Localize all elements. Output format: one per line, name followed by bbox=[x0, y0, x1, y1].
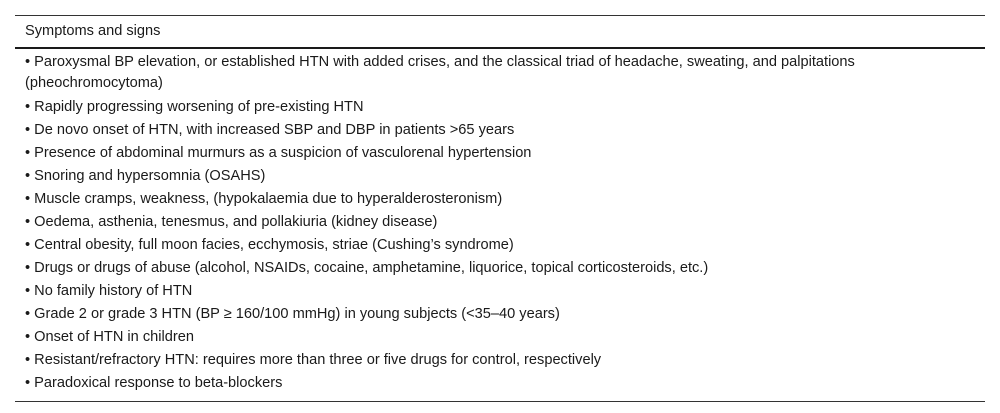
list-item: • Rapidly progressing worsening of pre-existing HTN bbox=[25, 99, 364, 115]
list-item: • Oedema, asthenia, tenesmus, and pollakiuria (kidney disease) bbox=[25, 214, 438, 230]
list-item: • Paradoxical response to beta-blockers bbox=[25, 375, 283, 391]
list-item: • Drugs or drugs of abuse (alcohol, NSAIDs, cocaine, amphetamine, liquorice, topical corticosteroids, etc.) bbox=[25, 260, 709, 276]
symptoms-table bbox=[15, 15, 985, 402]
list-item: • Grade 2 or grade 3 HTN (BP ≥ 160/100 mmHg) in young subjects (<35–40 years) bbox=[25, 306, 560, 322]
table-body bbox=[15, 49, 985, 402]
list-item: • Resistant/refractory HTN: requires more than three or five drugs for control, respectively bbox=[25, 352, 602, 368]
list-item: • Onset of HTN in children bbox=[25, 329, 194, 345]
list-item: • Central obesity, full moon facies, ecchymosis, striae (Cushing’s syndrome) bbox=[25, 237, 514, 253]
list-item: • De novo onset of HTN, with increased SBP and DBP in patients >65 years bbox=[25, 122, 515, 138]
list-item: • Paroxysmal BP elevation, or established HTN with added crises, and the classical triad of headache, sweating, and palpitations (pheochromocytoma) bbox=[25, 54, 855, 91]
list-item: • No family history of HTN bbox=[25, 283, 193, 299]
table-header: Symptoms and signs bbox=[15, 16, 985, 49]
list-item: • Presence of abdominal murmurs as a suspicion of vasculorenal hypertension bbox=[25, 145, 532, 161]
list-item: • Snoring and hypersomnia (OSAHS) bbox=[25, 168, 266, 184]
list-item: • Muscle cramps, weakness, (hypokalaemia due to hyperalderosteronism) bbox=[25, 191, 503, 207]
